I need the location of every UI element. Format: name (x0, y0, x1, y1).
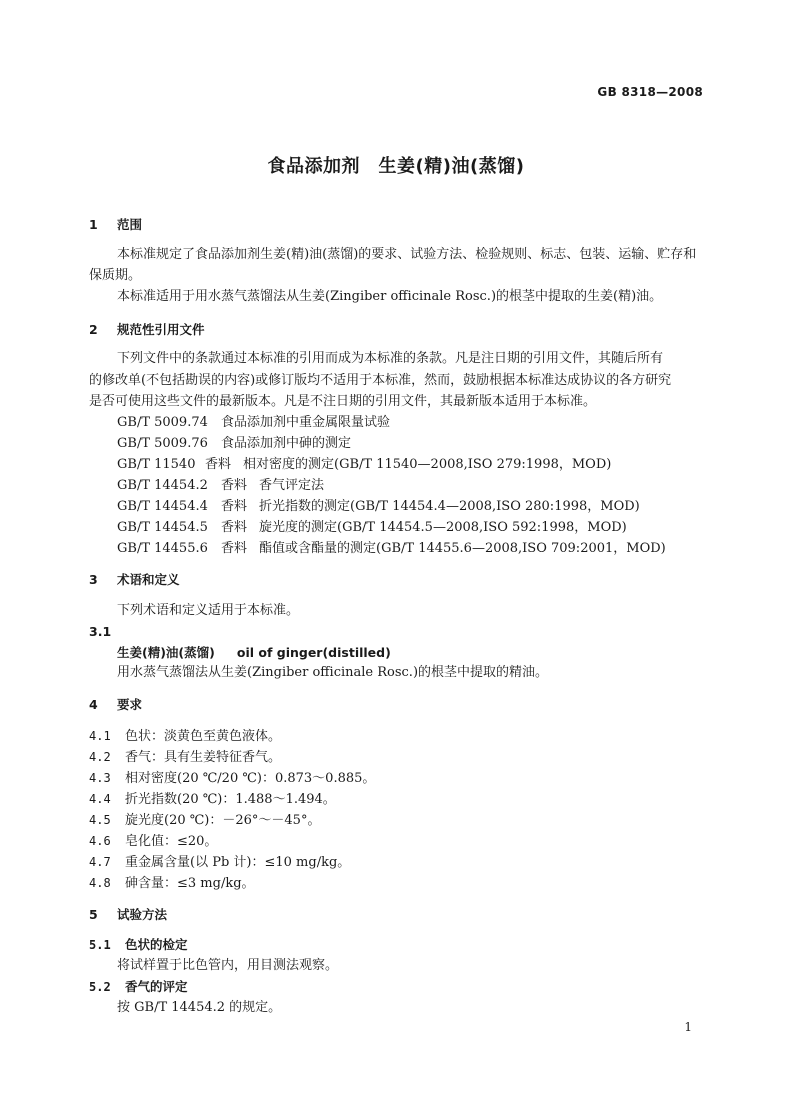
section-title: 要求 (117, 697, 143, 712)
requirement-item (89, 790, 336, 809)
section-number: 4 (89, 697, 98, 712)
reference-code: GB/T 14454.5 (117, 520, 208, 535)
paragraph-line: 下列术语和定义适用于本标准。 (117, 603, 300, 618)
reference-category: 香料 (221, 541, 248, 556)
section-1-heading (89, 216, 142, 234)
requirement-item (89, 853, 350, 872)
clause-text: 色状：淡黄色至黄色液体。 (125, 729, 282, 744)
reference-code: GB/T 14454.4 (117, 499, 208, 514)
section-number: 2 (89, 322, 98, 337)
term-entry (117, 644, 391, 662)
reference-title: 食品添加剂中砷的测定 (221, 436, 352, 451)
section-title: 术语和定义 (117, 572, 180, 587)
reference-code: GB/T 14454.2 (117, 478, 208, 493)
section-number: 5 (89, 907, 98, 922)
requirement-item (89, 874, 255, 893)
reference-category: 香料 (221, 478, 248, 493)
section-5-heading (89, 906, 167, 924)
clause-number: 4.4 (89, 792, 111, 806)
reference-code: GB/T 5009.76 (117, 436, 208, 451)
document-title: 食品添加剂 生姜(精)油(蒸馏) (267, 156, 525, 177)
reference-category: 香料 (221, 520, 248, 535)
reference-title: 折光指数的测定(GB/T 14454.4—2008,ISO 280:1998，MOD) (259, 499, 640, 514)
reference-item (117, 435, 351, 453)
term-number: 3.1 (89, 624, 112, 639)
clause-text: 皂化值：≤20。 (125, 834, 218, 849)
reference-item (117, 456, 611, 474)
reference-title: 酯值或含酯量的测定(GB/T 14455.6—2008,ISO 709:2001，MOD) (259, 541, 666, 556)
section-title: 试验方法 (117, 907, 168, 922)
reference-item (117, 477, 324, 495)
subsection-title: 香气的评定 (125, 979, 188, 994)
clause-number: 4.1 (89, 729, 111, 743)
clause-text: 旋光度(20 ℃)：－26°～－45°。 (125, 813, 321, 828)
requirement-item (89, 769, 375, 788)
paragraph-line: 本标准规定了食品添加剂生姜(精)油(蒸馏)的要求、试验方法、检验规则、标志、包装、运输、贮存和 (117, 247, 697, 262)
clause-number: 5.1 (89, 938, 111, 952)
clause-text: 重金属含量(以 Pb 计)：≤10 mg/kg。 (125, 855, 351, 870)
clause-number: 4.2 (89, 750, 111, 764)
reference-category: 香料 (221, 499, 248, 514)
paragraph-line: 是否可使用这些文件的最新版本。凡是不注日期的引用文件，其最新版本适用于本标准。 (89, 394, 597, 409)
paragraph-line: 将试样置于比色管内，用目测法观察。 (117, 958, 339, 973)
clause-number: 4.8 (89, 876, 111, 890)
reference-code: GB/T 5009.74 (117, 415, 208, 430)
clause-text: 相对密度(20 ℃/20 ℃)：0.873～0.885。 (125, 771, 376, 786)
reference-item (117, 540, 666, 558)
requirement-item (89, 811, 320, 830)
subsection-5-1-heading (89, 936, 188, 954)
requirement-item (89, 727, 281, 746)
term-definition: 用水蒸气蒸馏法从生姜(Zingiber officinale Rosc.)的根茎中提取的精油。 (117, 665, 549, 680)
clause-text: 折光指数(20 ℃)：1.488～1.494。 (125, 792, 336, 807)
clause-number: 4.6 (89, 834, 111, 848)
paragraph-line: 的修改单(不包括勘误的内容)或修订版均不适用于本标准，然而，鼓励根据本标准达成协议的各方研究 (89, 373, 672, 388)
reference-code: GB/T 11540 (117, 457, 196, 472)
requirement-item (89, 832, 217, 851)
clause-text: 砷含量：≤3 mg/kg。 (125, 876, 255, 891)
standard-number: GB 8318—2008 (597, 85, 703, 99)
reference-item (117, 519, 627, 537)
reference-item (117, 414, 390, 432)
paragraph-line: 下列文件中的条款通过本标准的引用而成为本标准的条款。凡是注日期的引用文件，其随后所有 (117, 351, 664, 366)
reference-code: GB/T 14455.6 (117, 541, 208, 556)
paragraph-line: 按 GB/T 14454.2 的规定。 (117, 1000, 282, 1015)
clause-number: 4.3 (89, 771, 111, 785)
reference-item (117, 498, 640, 516)
section-title: 范围 (117, 217, 143, 232)
page-number: 1 (684, 1020, 692, 1034)
subsection-title: 色状的检定 (125, 937, 188, 952)
reference-category: 香料 (205, 457, 232, 472)
requirement-item (89, 748, 281, 767)
reference-title: 食品添加剂中重金属限量试验 (221, 415, 391, 430)
reference-title: 旋光度的测定(GB/T 14454.5—2008,ISO 592:1998，MOD) (259, 520, 627, 535)
clause-number: 5.2 (89, 980, 111, 994)
clause-number: 4.5 (89, 813, 111, 827)
paragraph-line: 本标准适用于用水蒸气蒸馏法从生姜(Zingiber officinale Rosc.)的根茎中提取的生姜(精)油。 (117, 289, 663, 304)
section-3-heading (89, 571, 180, 589)
reference-title: 相对密度的测定(GB/T 11540—2008,ISO 279:1998，MOD) (243, 457, 612, 472)
section-number: 3 (89, 572, 98, 587)
subsection-5-2-heading (89, 978, 188, 996)
paragraph-line: 保质期。 (89, 268, 142, 283)
section-4-heading (89, 696, 142, 714)
clause-number: 4.7 (89, 855, 111, 869)
term-chinese: 生姜(精)油(蒸馏) (117, 645, 215, 660)
section-number: 1 (89, 217, 98, 232)
term-english: oil of ginger(distilled) (236, 645, 391, 660)
reference-title: 香气评定法 (259, 478, 325, 493)
section-title: 规范性引用文件 (117, 322, 205, 337)
section-2-heading (89, 321, 205, 339)
clause-text: 香气：具有生姜特征香气。 (125, 750, 282, 765)
